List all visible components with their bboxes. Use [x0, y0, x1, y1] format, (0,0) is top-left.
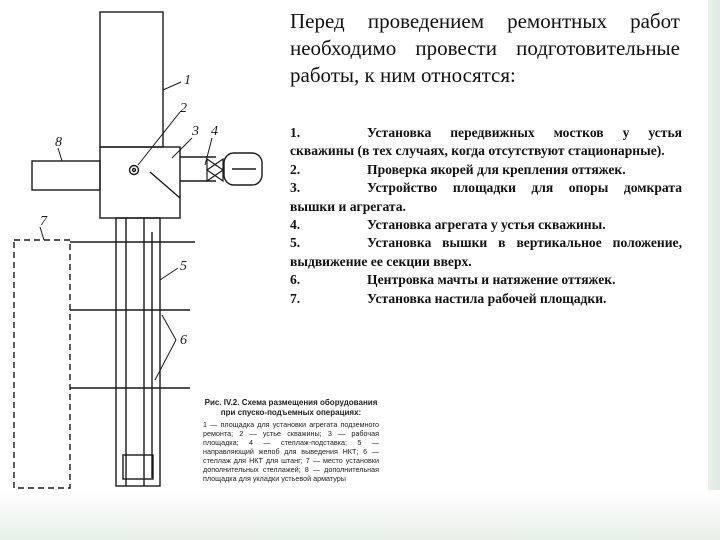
list-item	[290, 216, 682, 234]
step-number: 4.	[290, 217, 301, 233]
step-text: Установка вышки в вертикальное положение, выдвижение ее секции вверх.	[290, 235, 682, 269]
list-item	[290, 271, 682, 289]
dashed-rack-area-7	[14, 240, 70, 488]
figure-caption	[203, 398, 379, 494]
list-item	[290, 234, 682, 271]
platform-8	[32, 161, 100, 190]
list-item	[290, 290, 682, 308]
valve-symbol	[207, 159, 223, 181]
step-number: 3.	[290, 180, 301, 196]
trough-5	[116, 218, 160, 486]
slide-heading: Перед проведением ремонтных работ необходимо провести подготовительные работы, к ним относятся:	[290, 9, 680, 87]
step-text: Установка агрегата у устья скважины.	[367, 217, 606, 233]
step-text: Устройство площадки для опоры домкрата вышки и агрегата.	[290, 180, 682, 214]
step-text: Центровка мачты и натяжение оттяжек.	[367, 272, 616, 288]
step-number: 1.	[290, 125, 301, 140]
slide-side-bar	[708, 0, 720, 540]
list-item	[290, 179, 682, 216]
figure-caption-title: Рис. IV.2. Схема размещения оборудования при спуско-подъемных операциях:	[204, 398, 378, 417]
figure-caption-text: 1 — площадка для установки агрегата подземного ремонта; 2 — устье скважины; 3 — рабочая площадка; 4 — стеллаж-подставка; 5 — направляющий желоб для выведения НКТ; 6 — стеллаж для НКТ для штанг; 7 — место установки дополнительных стеллажей; 8 — дополнительная площадка для укладки устьевой арматуры	[203, 420, 379, 483]
list-item	[290, 161, 682, 179]
step-text: Установка передвижных мостков у устья скважины (в тех случаях, когда отсутствуют стационарные).	[290, 125, 682, 159]
wellhead-symbol	[130, 166, 139, 175]
figure-label: 6	[180, 333, 187, 348]
step-text: Проверка якорей для крепления оттяжек.	[367, 161, 626, 177]
step-number: 5.	[290, 235, 301, 251]
figure-label: 2	[180, 101, 187, 116]
figure-label: 5	[180, 259, 187, 274]
step-number: 2.	[290, 161, 301, 177]
preparation-steps-list	[290, 124, 682, 308]
step-number: 6.	[290, 272, 301, 288]
figure-label: 4	[211, 124, 218, 139]
step-number: 7.	[290, 290, 301, 306]
upper-frame-column	[100, 12, 163, 147]
figure-label: 7	[40, 214, 47, 229]
step-text: Установка настила рабочей площадки.	[367, 290, 607, 306]
figure-label: 3	[192, 124, 199, 139]
list-item	[290, 124, 682, 161]
figure-label: 8	[55, 135, 62, 150]
figure-label: 1	[184, 73, 191, 88]
working-platform	[100, 147, 180, 218]
